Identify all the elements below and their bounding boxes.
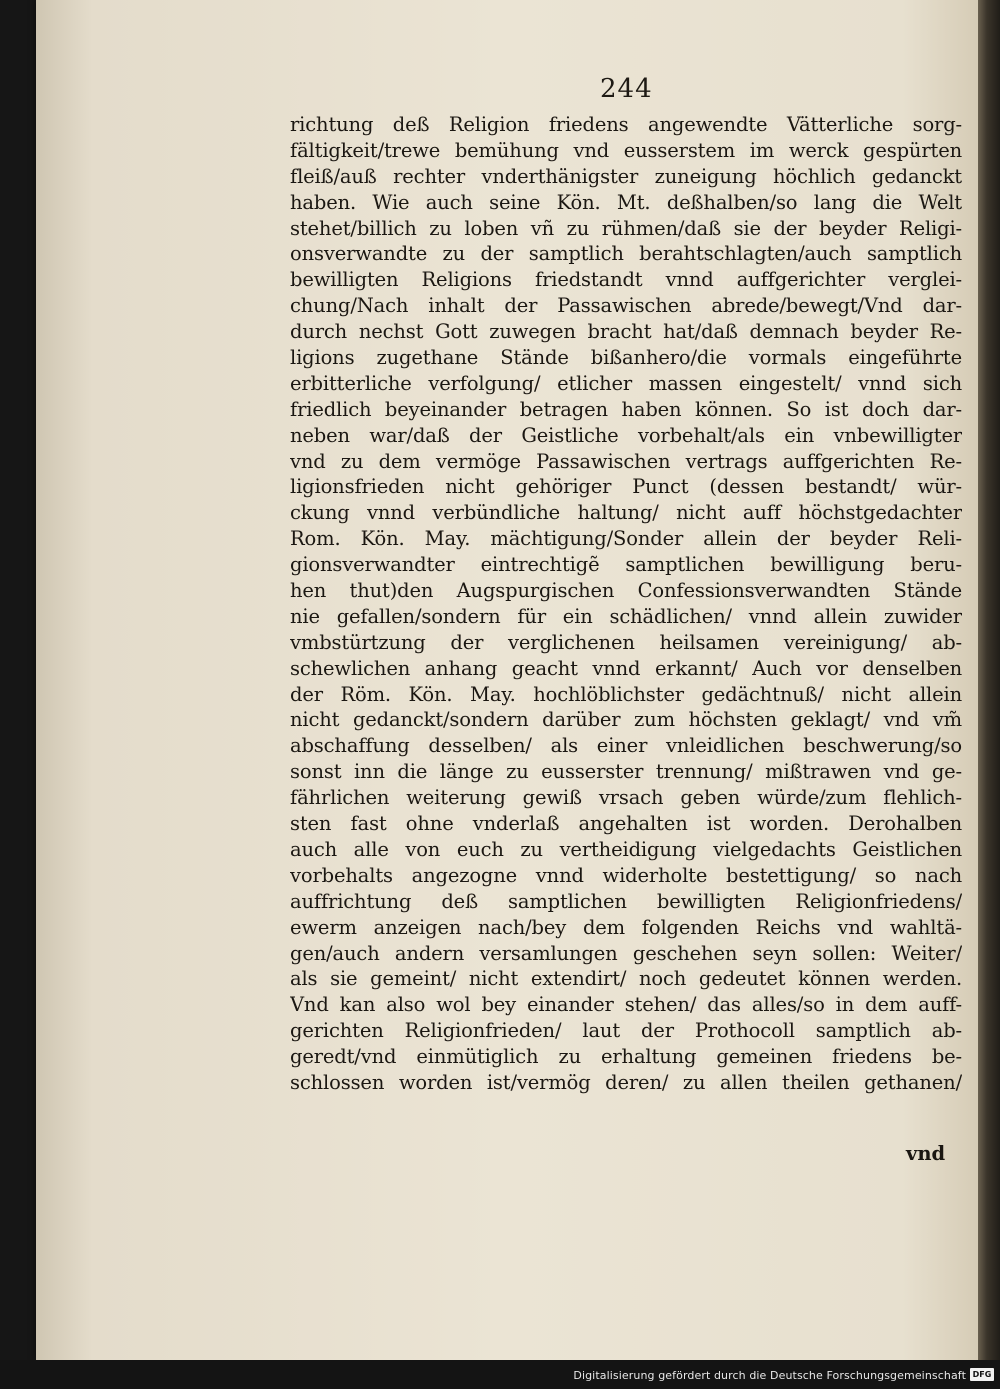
text-line: nie gefallen/sondern für ein schädlichen/ vnnd allein zuwider bbox=[290, 604, 962, 628]
text-line: hen thut)den Augspurgischen Confessionsverwandten Stände bbox=[290, 579, 962, 603]
text-line: als sie gemeint/ nicht extendirt/ noch gedeutet können werden. bbox=[290, 967, 962, 991]
text-line: Vnd kan also wol bey einander stehen/ das alles/so in dem auff- bbox=[290, 993, 962, 1017]
text-line: ligions zugethane Stände bißanhero/die vormals eingeführte bbox=[290, 346, 962, 370]
text-line: vmbstürtzung der verglichenen heilsamen vereinigung/ ab- bbox=[290, 630, 962, 654]
text-line: schewlichen anhang geacht vnnd erkannt/ Auch vor denselben bbox=[290, 656, 962, 680]
text-line: sonst inn die länge zu eusserster trennung/ mißtrawen vnd ge- bbox=[290, 760, 962, 784]
text-line: fleiß/auß rechter vnderthänigster zuneigung höchlich gedanckt bbox=[290, 164, 962, 188]
text-line: gen/auch andern versamlungen geschehen seyn sollen: Weiter/ bbox=[290, 941, 962, 965]
text-line: fährlichen weiterung gewiß vrsach geben würde/zum flehlich- bbox=[290, 786, 962, 810]
text-line: nicht gedanckt/sondern darüber zum höchsten geklagt/ vnd vm̃ bbox=[290, 708, 962, 732]
page-gutter-edge bbox=[978, 0, 1000, 1360]
text-line: geredt/vnd einmütiglich zu erhaltung gemeinen friedens be- bbox=[290, 1045, 962, 1069]
text-line: chung/Nach inhalt der Passawischen abrede/bewegt/Vnd dar- bbox=[290, 294, 962, 318]
text-line: friedlich beyeinander betragen haben können. So ist doch dar- bbox=[290, 397, 962, 421]
text-line: fältigkeit/trewe bemühung vnd eusserstem im werck gespürten bbox=[290, 138, 962, 162]
text-line: Rom. Kön. May. mächtigung/Sonder allein der beyder Reli- bbox=[290, 527, 962, 551]
text-line: ewerm anzeigen nach/bey dem folgenden Reichs vnd wahltä- bbox=[290, 915, 962, 939]
text-line: abschaffung desselben/ als einer vnleidlichen beschwerung/so bbox=[290, 734, 962, 758]
text-line: schlossen worden ist/vermög deren/ zu allen theilen gethanen/ bbox=[290, 1070, 962, 1094]
funding-credit: Digitalisierung gefördert durch die Deutsche Forschungsgemeinschaft bbox=[573, 1369, 966, 1382]
catchword: vnd bbox=[906, 1142, 946, 1165]
page-number: 244 bbox=[600, 74, 653, 104]
text-line: ligionsfrieden nicht gehöriger Punct (dessen bestandt/ wür- bbox=[290, 475, 962, 499]
text-line: stehet/billich zu loben vñ zu rühmen/daß sie der beyder Religi- bbox=[290, 216, 962, 240]
text-line: gionsverwandter eintrechtigẽ samptlichen bewilligung beru- bbox=[290, 553, 962, 577]
text-line: auffrichtung deß samptlichen bewilligten Religionfriedens/ bbox=[290, 889, 962, 913]
text-line: bewilligten Religions friedstandt vnnd auffgerichter verglei- bbox=[290, 268, 962, 292]
text-line: sten fast ohne vnderlaß angehalten ist worden. Derohalben bbox=[290, 812, 962, 836]
text-line: auch alle von euch zu vertheidigung vielgedachts Geistlichen bbox=[290, 837, 962, 861]
dfg-logo: DFG bbox=[970, 1368, 994, 1381]
text-line: durch nechst Gott zuwegen bracht hat/daß demnach beyder Re- bbox=[290, 320, 962, 344]
text-line: vorbehalts angezogne vnnd widerholte bestettigung/ so nach bbox=[290, 863, 962, 887]
text-line: erbitterliche verfolgung/ etlicher massen eingestelt/ vnnd sich bbox=[290, 371, 962, 395]
text-line: ckung vnnd verbündliche haltung/ nicht auff höchstgedachter bbox=[290, 501, 962, 525]
text-line: richtung deß Religion friedens angewendte Vätterliche sorg- bbox=[290, 113, 962, 136]
text-line: der Röm. Kön. May. hochlöblichster gedächtnuß/ nicht allein bbox=[290, 682, 962, 706]
text-line: vnd zu dem vermöge Passawischen vertrags auffgerichten Re- bbox=[290, 449, 962, 473]
text-line: neben war/daß der Geistliche vorbehalt/als ein vnbewilligter bbox=[290, 423, 962, 447]
text-line: gerichten Religionfrieden/ laut der Prothocoll samptlich ab- bbox=[290, 1019, 962, 1043]
body-text bbox=[290, 112, 962, 1096]
text-line: haben. Wie auch seine Kön. Mt. deßhalben/so lang die Welt bbox=[290, 190, 962, 214]
text-line: onsverwandte zu der samptlich berahtschlagten/auch samptlich bbox=[290, 242, 962, 266]
